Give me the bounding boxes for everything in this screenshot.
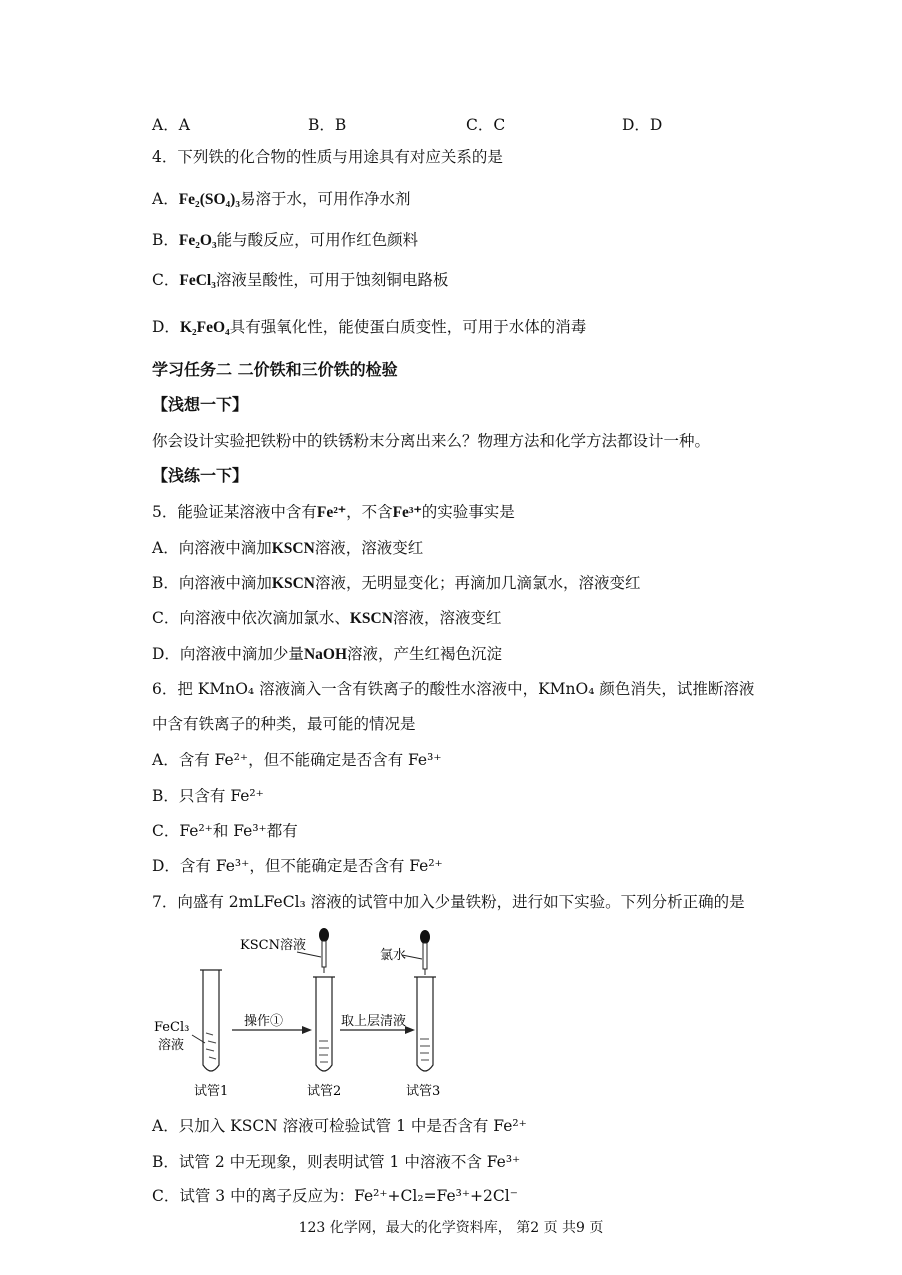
q7-option-a: A．只加入 KSCN 溶液可检验试管 1 中是否含有 Fe²⁺ <box>152 1117 527 1135</box>
q6-option-a: A．含有 Fe²⁺，但不能确定是否含有 Fe³⁺ <box>152 751 442 769</box>
reagent: KSCN <box>271 540 315 557</box>
q5-option-c <box>152 608 501 629</box>
option-label: C． <box>152 271 180 289</box>
q5-option-b <box>152 573 641 594</box>
option-text: 溶液，产生红褐色沉淀 <box>347 645 503 663</box>
option-text: D．向溶液中滴加少量 <box>152 645 304 663</box>
step2-label: 取上层清液 <box>341 1014 407 1029</box>
option-text: 溶液，溶液变红 <box>392 609 502 627</box>
section-title: 学习任务二 二价铁和三价铁的检验 <box>152 360 398 379</box>
test-tube-1 <box>200 970 222 1071</box>
chem-formula: Fe₂O₃ <box>178 232 217 249</box>
q6-option-d: D．含有 Fe³⁺，但不能确定是否含有 Fe²⁺ <box>152 857 443 875</box>
q5-option-a <box>152 538 423 559</box>
option-label: D． <box>152 318 180 336</box>
ion-fe2: Fe²⁺ <box>316 504 347 521</box>
q7-option-c: C．试管 3 中的离子反应为：Fe²⁺+Cl₂=Fe³⁺+2Cl⁻ <box>152 1187 518 1205</box>
q3-option-c: C．C <box>466 116 506 134</box>
q6-option-c: C．Fe²⁺和 Fe³⁺都有 <box>152 822 298 840</box>
q3-option-b: B．B <box>308 116 347 134</box>
reagent: KSCN <box>271 575 315 592</box>
chem-formula: K₂FeO₄ <box>179 319 230 336</box>
option-text: 溶液，溶液变红 <box>314 539 424 557</box>
q6-stem-line2: 中含有铁离子的种类，最可能的情况是 <box>152 715 416 733</box>
tube2-label: 试管2 <box>307 1084 342 1099</box>
option-text: 溶液，无明显变化；再滴加几滴氯水，溶液变红 <box>314 574 641 592</box>
q7-option-b: B．试管 2 中无现象，则表明试管 1 中溶液不含 Fe³⁺ <box>152 1153 521 1171</box>
option-text: 溶液呈酸性，可用于蚀刻铜电路板 <box>215 271 449 289</box>
tube1-label: 试管1 <box>194 1084 229 1099</box>
reagent-kscn-label: KSCN溶液 <box>240 938 306 953</box>
ion-fe3: Fe³⁺ <box>392 504 422 521</box>
q6-option-b: B．只含有 Fe²⁺ <box>152 787 264 805</box>
chem-formula: FeCl₃ <box>179 272 216 289</box>
test-tube-diagram <box>152 925 452 1105</box>
q4-option-a <box>152 189 411 210</box>
q5-option-d <box>152 644 502 665</box>
test-tube-3 <box>414 977 436 1071</box>
solution-label-line2: 溶液 <box>158 1038 185 1053</box>
q6-stem-line1: 6．把 KMnO₄ 溶液滴入一含有铁离子的酸性水溶液中，KMnO₄ 颜色消失，试推断溶液 <box>152 680 755 698</box>
experiment-figure <box>152 925 452 1109</box>
stem-part: 的实验事实是 <box>421 503 515 521</box>
option-text: C．向溶液中依次滴加氯水、 <box>152 609 350 627</box>
q4-option-b <box>152 230 418 251</box>
option-text: 易溶于水，可用作净水剂 <box>240 190 411 208</box>
option-text: A．向溶液中滴加 <box>152 539 272 557</box>
q4-stem: 4．下列铁的化合物的性质与用途具有对应关系的是 <box>152 148 503 166</box>
step1-label: 操作① <box>244 1014 284 1029</box>
reagent-chlorine-water-label: 氯水 <box>380 948 407 963</box>
option-text: B．向溶液中滴加 <box>152 574 272 592</box>
q5-stem <box>152 502 515 523</box>
dropper-1 <box>319 928 329 973</box>
option-label: B． <box>152 231 179 249</box>
solution-label-line1: FeCl₃ <box>154 1020 190 1035</box>
q4-option-c <box>152 270 448 291</box>
test-tube-2 <box>313 977 335 1071</box>
dropper-2 <box>420 930 430 975</box>
q3-option-a: A．A <box>152 116 190 134</box>
option-text: 具有强氧化性，能使蛋白质变性，可用于水体的消毒 <box>229 318 587 336</box>
option-label: A． <box>152 190 179 208</box>
q7-stem: 7．向盛有 2mLFeCl₃ 溶液的试管中加入少量铁粉，进行如下实验。下列分析正确的是 <box>152 893 745 911</box>
stem-part: ，不含 <box>346 503 393 521</box>
q4-option-d <box>152 317 586 338</box>
page-footer: 123 化学网，最大的化学资料库， 第2 页 共9 页 <box>298 1220 604 1236</box>
tube3-label: 试管3 <box>406 1084 441 1099</box>
reagent: NaOH <box>303 646 347 663</box>
stem-part: 5．能验证某溶液中含有 <box>152 503 317 521</box>
practice-heading: 【浅练一下】 <box>152 466 249 485</box>
reagent: KSCN <box>349 610 393 627</box>
option-text: 能与酸反应，可用作红色颜料 <box>216 231 419 249</box>
think-heading: 【浅想一下】 <box>152 395 249 414</box>
q3-option-d: D．D <box>622 116 663 134</box>
chem-formula: Fe₂(SO₄)₃ <box>178 191 240 208</box>
think-text: 你会设计实验把铁粉中的铁锈粉末分离出来么？物理方法和化学方法都设计一种。 <box>152 432 711 450</box>
